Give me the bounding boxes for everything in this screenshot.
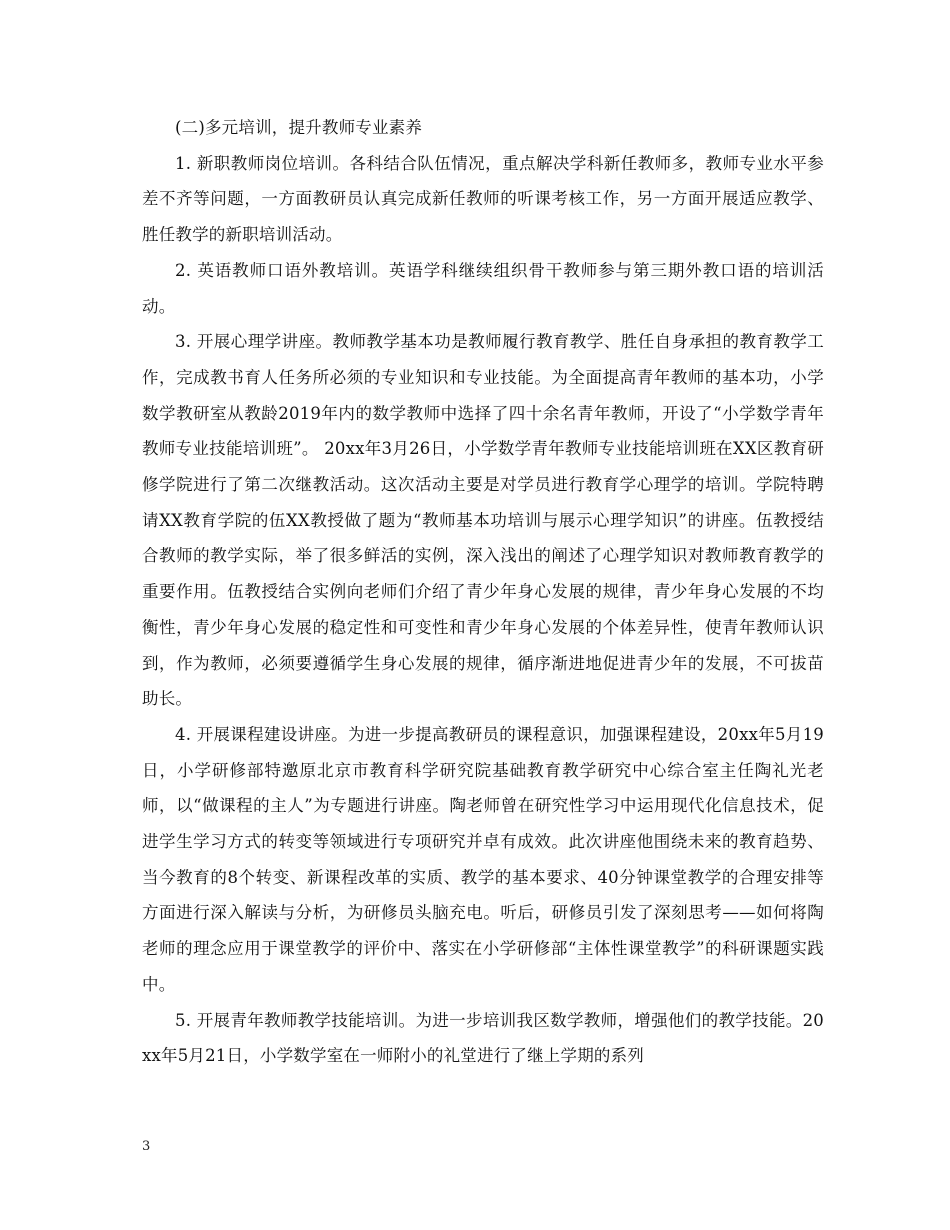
paragraph-curriculum-lecture: 4. 开展课程建设讲座。为进一步提高教研员的课程意识，加强课程建设，20xx年5月19日，小学研修部特邀原北京市教育科学研究院基础教育教学研究中心综合室主任陶礼光老师，以“做课程的主人”为专题进行讲座。陶老师曾在研究性学习中运用现代化信息技术，促进学生学习方式的转变等领域进行专项研究并卓有成效。此次讲座他围绕未来的教育趋势、当今教育的8个转变、新课程改革的实质、教学的基本要求、40分钟课堂教学的合理安排等方面进行深入解读与分析，为研修员头脑充电。听后，研修员引发了深刻思考——如何将陶老师的理念应用于课堂教学的评价中、落实在小学研修部“主体性课堂教学”的科研课题实践中。 bbox=[142, 724, 824, 994]
paragraph-teaching-skills-training: 5. 开展青年教师教学技能培训。为进一步培训我区数学教师，增强他们的教学技能。20xx年5月21日，小学数学室在一师附小的礼堂进行了继上学期的系列 bbox=[142, 1010, 824, 1066]
section-heading: (二)多元培训，提升教师专业素养 bbox=[175, 118, 423, 137]
page-number: 3 bbox=[142, 1139, 151, 1154]
document-body bbox=[142, 110, 824, 1074]
paragraph-new-teacher-training: 1. 新职教师岗位培训。各科结合队伍情况，重点解决学科新任教师多，教师专业水平参差不齐等问题，一方面教研员认真完成新任教师的听课考核工作，另一方面开展适应教学、胜任教学的新职培训活动。 bbox=[142, 153, 824, 245]
paragraph-english-oral-training: 2. 英语教师口语外教培训。英语学科继续组织骨干教师参与第三期外教口语的培训活动。 bbox=[142, 260, 824, 316]
paragraph-psychology-lecture: 3. 开展心理学讲座。教师教学基本功是教师履行教育教学、胜任自身承担的教育教学工作，完成教书育人任务所必须的专业知识和专业技能。为全面提高青年教师的基本功，小学数学教研室从教龄2019年内的数学教师中选择了四十余名青年教师，开设了“小学数学青年教师专业技能培训班”。 20xx年3月26日，小学数学青年教师专业技能培训班在XX区教育研修学院进行了第二次继教活动。这次活动主要是对学员进行教育学心理学的培训。学院特聘请XX教育学院的伍XX教授做了题为“教师基本功培训与展示心理学知识”的讲座。伍教授结合教师的教学实际，举了很多鲜活的实例，深入浅出的阐述了心理学知识对教师教育教学的重要作用。伍教授结合实例向老师们介绍了青少年身心发展的规律，青少年身心发展的不均衡性，青少年身心发展的稳定性和可变性和青少年身心发展的个体差异性，使青年教师认识到，作为教师，必须要遵循学生身心发展的规律，循序渐进地促进青少年的发展，不可拔苗助长。 bbox=[142, 332, 824, 709]
